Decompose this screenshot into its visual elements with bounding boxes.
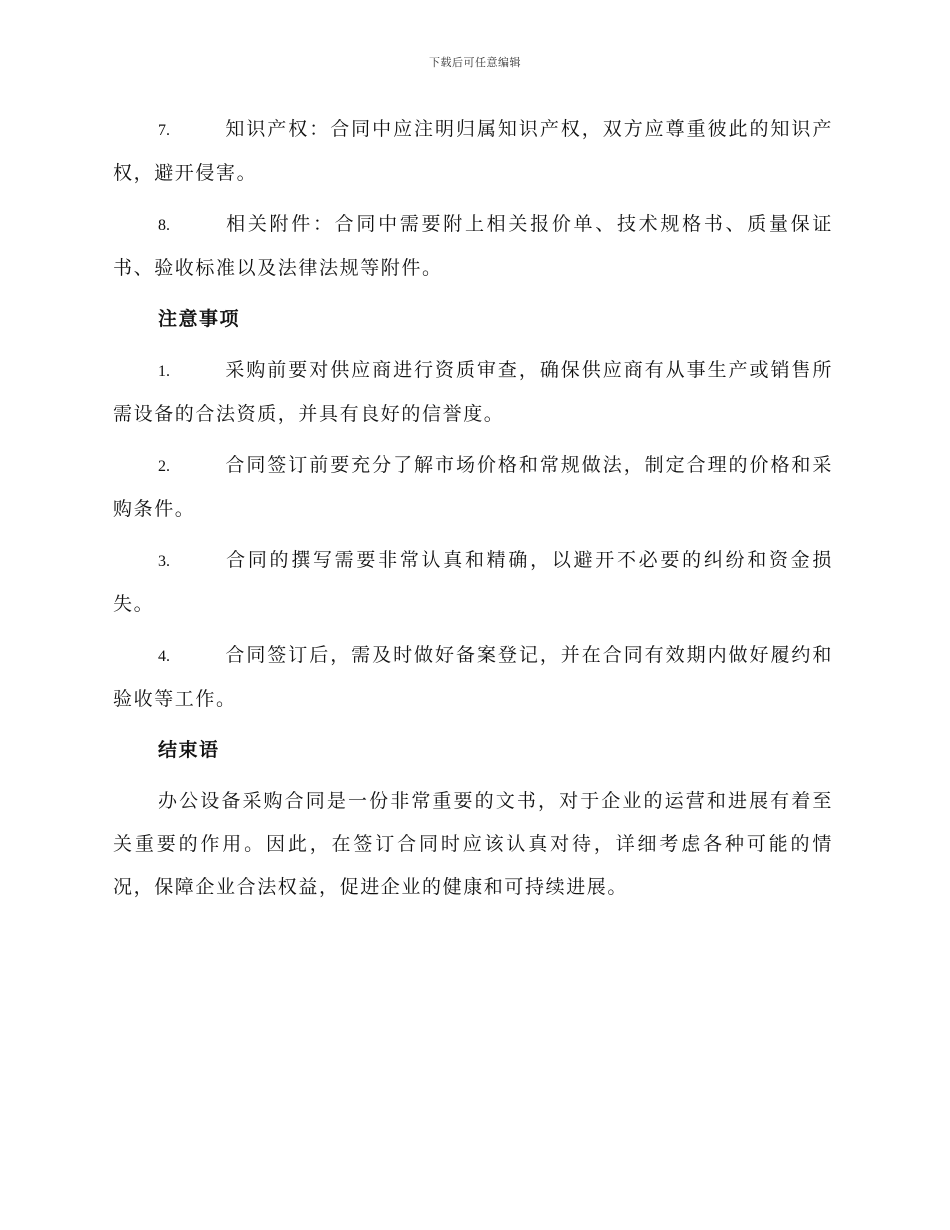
list-item-text: 合同签订前要充分了解市场价格和常规做法，制定合理的价格和采购条件。 bbox=[113, 454, 833, 520]
list-item-number: 3. bbox=[158, 553, 170, 570]
section-heading-conclusion: 结束语 bbox=[158, 739, 220, 761]
list-item-number: 1. bbox=[158, 363, 170, 380]
page-header: 下载后可任意编辑 bbox=[429, 56, 521, 69]
list-item-text: 合同的撰写需要非常认真和精确，以避开不必要的纠纷和资金损失。 bbox=[113, 549, 833, 615]
list-item-text: 知识产权：合同中应注明归属知识产权，双方应尊重彼此的知识产权，避开侵害。 bbox=[113, 118, 833, 184]
document-body bbox=[113, 108, 833, 909]
list-item-note-1 bbox=[113, 349, 833, 436]
list-item-number: 4. bbox=[158, 648, 170, 665]
list-item-text: 采购前要对供应商进行资质审查，确保供应商有从事生产或销售所需设备的合法资质，并具有良好的信誉度。 bbox=[113, 359, 833, 425]
list-item-number: 2. bbox=[158, 458, 170, 475]
section-heading-notes: 注意事项 bbox=[158, 308, 241, 330]
list-item-number: 8. bbox=[158, 217, 170, 234]
list-item-note-4 bbox=[113, 634, 833, 721]
list-item-attachments bbox=[113, 203, 833, 290]
list-item-note-2 bbox=[113, 444, 833, 531]
conclusion-paragraph: 办公设备采购合同是一份非常重要的文书，对于企业的运营和进展有着至关重要的作用。因此，在签订合同时应该认真对待，详细考虑各种可能的情况，保障企业合法权益，促进企业的健康和可持续进展。 bbox=[113, 790, 833, 898]
list-item-note-3 bbox=[113, 539, 833, 626]
list-item-ip bbox=[113, 108, 833, 195]
list-item-text: 合同签订后，需及时做好备案登记，并在合同有效期内做好履约和验收等工作。 bbox=[113, 644, 833, 710]
list-item-text: 相关附件：合同中需要附上相关报价单、技术规格书、质量保证书、验收标准以及法律法规等附件。 bbox=[113, 213, 833, 279]
list-item-number: 7. bbox=[158, 122, 170, 139]
